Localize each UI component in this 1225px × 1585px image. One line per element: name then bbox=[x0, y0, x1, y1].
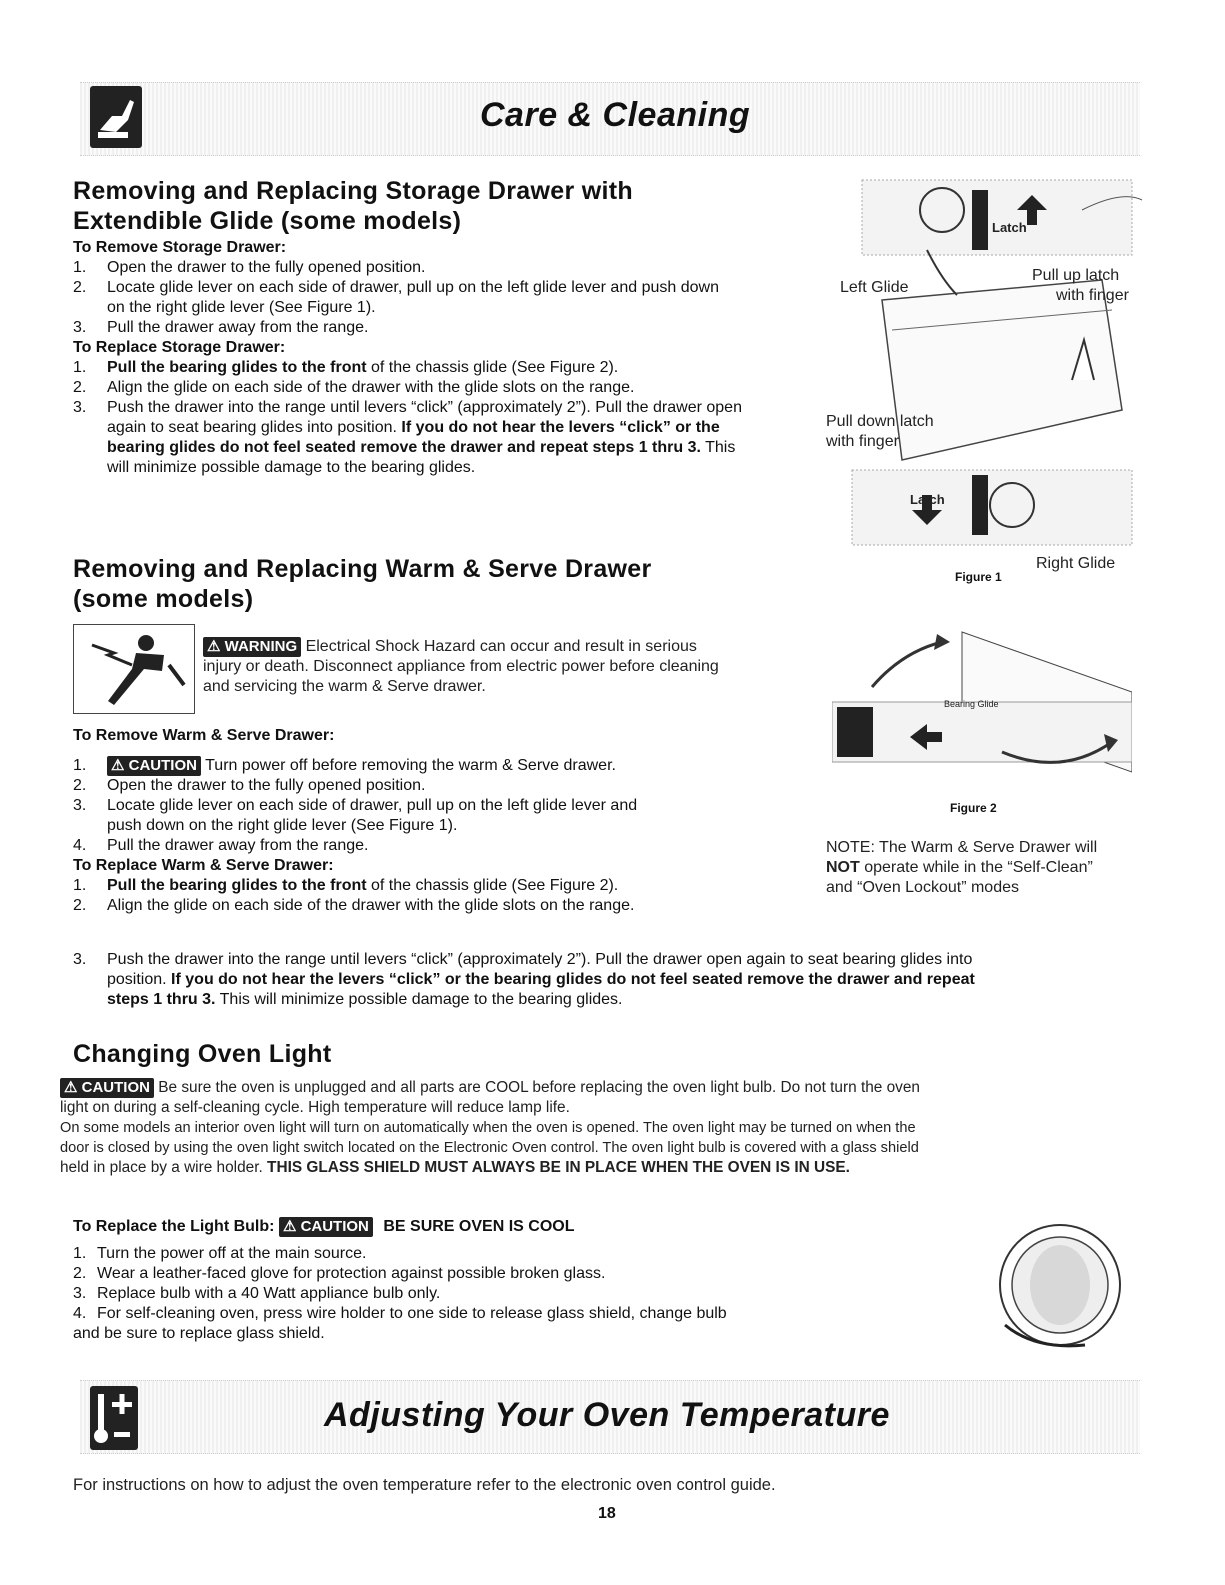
section-title: Removing and Replacing Warm & Serve Drawer bbox=[73, 555, 652, 583]
list-item: 4. Pull the drawer away from the range. bbox=[73, 837, 369, 854]
figure-1 bbox=[822, 170, 1152, 590]
label-pull-up-finger: with finger bbox=[1056, 287, 1129, 304]
list-item: 2. Open the drawer to the fully opened position. bbox=[73, 777, 426, 794]
page-number: 18 bbox=[598, 1505, 616, 1522]
figure-2-caption: Figure 2 bbox=[950, 801, 997, 815]
list-item: 3. Push the drawer into the range until levers “click” (approximately 2”). Pull the drawer open again to seat bearing glides into bbox=[73, 951, 973, 968]
list-item: 3. Replace bulb with a 40 Watt appliance bulb only. bbox=[73, 1285, 441, 1302]
paragraph-line: ⚠ CAUTION Be sure the oven is unplugged and all parts are COOL before replacing the oven light bulb. Do not turn the oven bbox=[60, 1078, 1150, 1098]
subheading: To Replace Warm & Serve Drawer: bbox=[73, 857, 334, 874]
caution-badge: ⚠ CAUTION bbox=[60, 1078, 154, 1098]
section-title: Changing Oven Light bbox=[73, 1040, 332, 1068]
list-item: bearing glides do not feel seated remove the drawer and repeat steps 1 thru 3. This bbox=[107, 439, 736, 456]
subheading: To Replace the Light Bulb: ⚠ CAUTION BE SURE OVEN IS COOL bbox=[73, 1218, 575, 1235]
list-item: 2. Align the glide on each side of the drawer with the glide slots on the range. bbox=[73, 379, 635, 396]
label-pull-down: Pull down latch bbox=[826, 413, 934, 430]
list-item: will minimize possible damage to the bearing glides. bbox=[107, 459, 476, 476]
list-item: push down on the right glide lever (See Figure 1). bbox=[107, 817, 458, 834]
list-item: 3. Locate glide lever on each side of drawer, pull up on the left glide lever and bbox=[73, 797, 638, 814]
page-section-title: Care & Cleaning bbox=[480, 96, 751, 134]
list-item: 3. Pull the drawer away from the range. bbox=[73, 319, 369, 336]
figure-1-illustration bbox=[822, 170, 1152, 590]
list-item: on the right glide lever (See Figure 1). bbox=[107, 299, 376, 316]
list-item: position. If you do not hear the levers “click” or the bearing glides do not feel seated remove the drawer and repeat bbox=[107, 971, 975, 988]
figure-1-caption: Figure 1 bbox=[955, 570, 1002, 584]
warning-line: and servicing the warm & Serve drawer. bbox=[203, 678, 486, 695]
footer-text: For instructions on how to adjust the oven temperature refer to the electronic oven control guide. bbox=[73, 1476, 776, 1494]
list-item: 2. Locate glide lever on each side of drawer, pull up on the left glide lever and push down bbox=[73, 279, 719, 296]
paragraph-line: door is closed by using the oven light switch located on the Electronic Oven control. The oven light bulb is covered with a glass shield bbox=[60, 1140, 919, 1156]
label-right-glide: Right Glide bbox=[1036, 555, 1116, 572]
subheading: To Replace Storage Drawer: bbox=[73, 339, 286, 356]
shock-hazard-icon bbox=[73, 624, 195, 714]
label-latch-bottom: Latch bbox=[910, 492, 945, 507]
warning-badge: ⚠ WARNING bbox=[203, 637, 301, 657]
label-bearing-glide: Bearing Glide bbox=[944, 699, 999, 709]
list-item: again to seat bearing glides into position. If you do not hear the levers “click” or the bbox=[107, 419, 720, 436]
list-item: 1. Turn the power off at the main source. bbox=[73, 1245, 367, 1262]
cleaning-hand-icon bbox=[90, 86, 142, 148]
paragraph-line: light on during a self-cleaning cycle. High temperature will reduce lamp life. bbox=[60, 1099, 570, 1116]
list-item: 1. Pull the bearing glides to the front of the chassis glide (See Figure 2). bbox=[73, 359, 619, 376]
warning-line: ⚠ WARNING Electrical Shock Hazard can occur and result in serious bbox=[203, 637, 823, 657]
subheading: To Remove Warm & Serve Drawer: bbox=[73, 727, 335, 744]
label-pull-up: Pull up latch bbox=[1032, 267, 1120, 284]
list-item: 4. For self-cleaning oven, press wire holder to one side to release glass shield, change bulb bbox=[73, 1305, 727, 1322]
list-item: 1. ⚠ CAUTION Turn power off before removing the warm & Serve drawer. bbox=[73, 757, 616, 774]
section-title: Removing and Replacing Storage Drawer with bbox=[73, 177, 633, 205]
list-item: steps 1 thru 3. This will minimize possible damage to the bearing glides. bbox=[107, 991, 623, 1008]
label-latch-top: Latch bbox=[992, 220, 1027, 235]
figure-2 bbox=[832, 612, 1132, 787]
warning-line: injury or death. Disconnect appliance from electric power before cleaning bbox=[203, 658, 719, 675]
oven-light-illustration bbox=[995, 1215, 1125, 1355]
subheading: To Remove Storage Drawer: bbox=[73, 239, 287, 256]
caution-badge: ⚠ CAUTION bbox=[107, 756, 201, 776]
note-line: NOT operate while in the “Self-Clean” bbox=[826, 859, 1093, 876]
note-line: and “Oven Lockout” modes bbox=[826, 879, 1019, 896]
list-item: and be sure to replace glass shield. bbox=[73, 1325, 325, 1342]
list-item: 3. Push the drawer into the range until levers “click” (approximately 2”). Pull the drawer open bbox=[73, 399, 742, 416]
list-item: 2. Align the glide on each side of the drawer with the glide slots on the range. bbox=[73, 897, 635, 914]
section-title: (some models) bbox=[73, 585, 254, 613]
list-item: 1. Pull the bearing glides to the front of the chassis glide (See Figure 2). bbox=[73, 877, 619, 894]
paragraph-line: On some models an interior oven light will turn on automatically when the oven is opened. The oven light may be turned on when the bbox=[60, 1120, 916, 1136]
list-item: 2. Wear a leather-faced glove for protection against possible broken glass. bbox=[73, 1265, 606, 1282]
list-item: 1. Open the drawer to the fully opened position. bbox=[73, 259, 426, 276]
label-left-glide: Left Glide bbox=[840, 279, 909, 296]
note-line: NOTE: The Warm & Serve Drawer will bbox=[826, 839, 1098, 856]
section-title: Extendible Glide (some models) bbox=[73, 207, 462, 235]
footer-section-title: Adjusting Your Oven Temperature bbox=[324, 1396, 890, 1434]
thermometer-plus-minus-icon bbox=[90, 1386, 138, 1450]
label-pull-down-finger: with finger bbox=[826, 433, 899, 450]
caution-badge: ⚠ CAUTION bbox=[279, 1217, 373, 1237]
paragraph-line: held in place by a wire holder. THIS GLASS SHIELD MUST ALWAYS BE IN PLACE WHEN THE OVEN IS IN USE. bbox=[60, 1159, 850, 1176]
